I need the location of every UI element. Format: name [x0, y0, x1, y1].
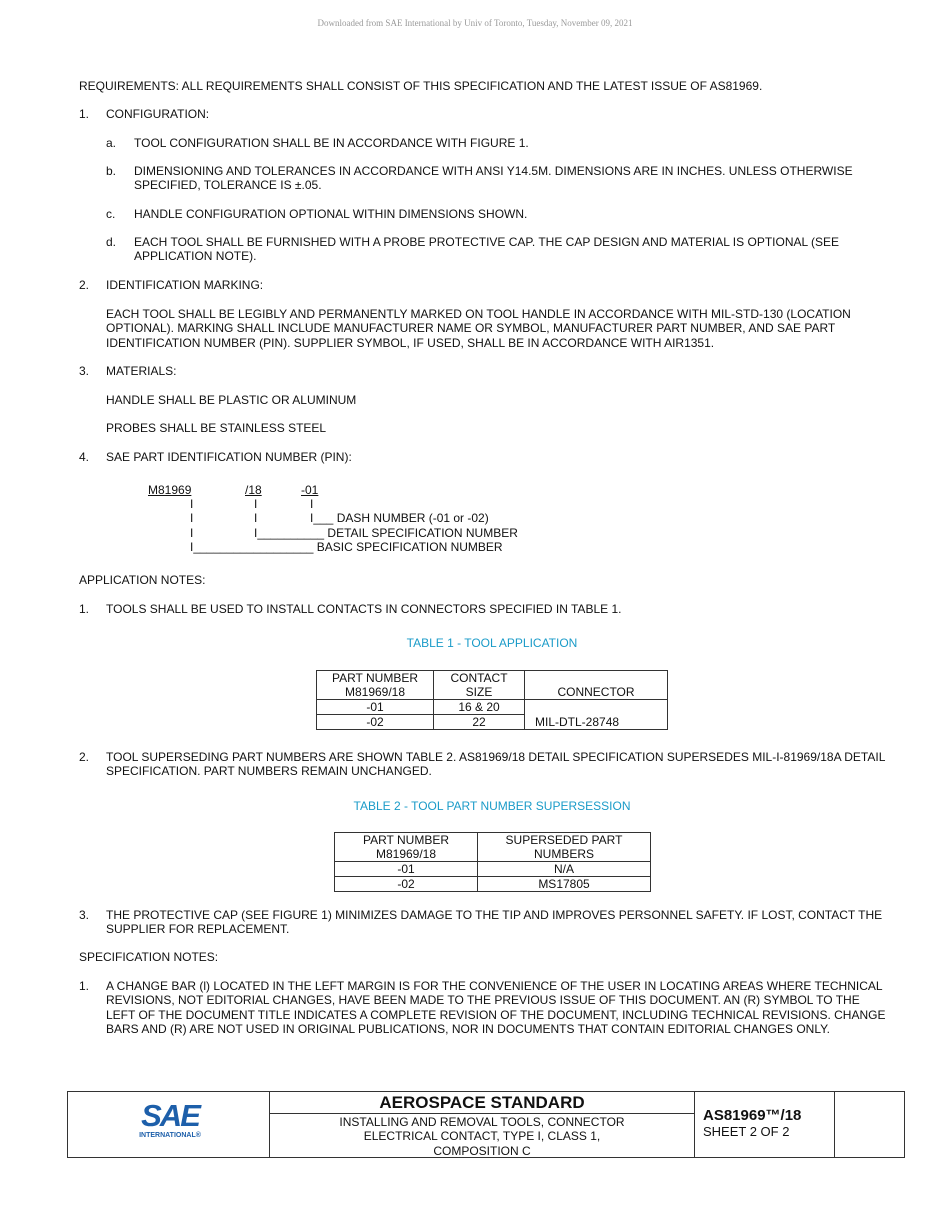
- cell-part: -02: [335, 877, 478, 892]
- header-part-number: PART NUMBER: [362, 833, 449, 847]
- config-item-a: TOOL CONFIGURATION SHALL BE IN ACCORDANCE WITH FIGURE 1.: [134, 136, 529, 150]
- materials-probes: PROBES SHALL BE STAINLESS STEEL: [106, 421, 327, 435]
- section-title-materials: MATERIALS:: [106, 364, 177, 378]
- table1-caption: TABLE 1 - TOOL APPLICATION: [406, 636, 578, 650]
- table-row: [335, 877, 651, 892]
- item-letter: b.: [106, 164, 117, 178]
- pin-bar: I: [310, 497, 314, 511]
- description-line: INSTALLING AND REMOVAL TOOLS, CONNECTOR: [339, 1115, 625, 1129]
- config-item-d: EACH TOOL SHALL BE FURNISHED WITH A PROBE PROTECTIVE CAP. THE CAP DESIGN AND MATERIAL IS OPTIONAL (SEE APPLICATION NOTE).: [134, 235, 840, 264]
- specification-notes-title: SPECIFICATION NOTES:: [79, 950, 219, 964]
- marking-text: EACH TOOL SHALL BE LEGIBLY AND PERMANENTLY MARKED ON TOOL HANDLE IN ACCORDANCE WITH MIL-STD-130 (LOCATION OPTIONAL). MARKING SHALL INCLUDE MANUFACTURER NAME OR SYMBOL, MANUFACTURER PART NUMBER, AND SAE PART IDENTIFICATION NUMBER (PIN). SUPPLIER SYMBOL, IF USED, SHALL BE IN ACCORDANCE WITH AIR1351.: [106, 307, 851, 350]
- note-number: 3.: [79, 908, 90, 922]
- config-item-b: DIMENSIONING AND TOLERANCES IN ACCORDANCE WITH ANSI Y14.5M. DIMENSIONS ARE IN INCHES. UNLESS OTHERWISE SPECIFIED, TOLERANCE IS ±.05.: [134, 164, 853, 193]
- description-line: ELECTRICAL CONTACT, TYPE I, CLASS 1,: [363, 1129, 601, 1144]
- download-notice: Downloaded from SAE International by Univ of Toronto, Tuesday, November 09, 2021: [317, 18, 633, 28]
- table-row: [335, 862, 651, 877]
- title-cell: [270, 1092, 695, 1157]
- table-header-cell: [478, 833, 651, 862]
- table-header-row: [317, 671, 668, 700]
- cell-part: -01: [317, 700, 434, 715]
- section-number: 3.: [79, 364, 90, 378]
- table2-caption: TABLE 2 - TOOL PART NUMBER SUPERSESSION: [353, 799, 631, 813]
- item-letter: d.: [106, 235, 117, 249]
- sae-logo: [137, 1100, 203, 1140]
- app-note-3: THE PROTECTIVE CAP (SEE FIGURE 1) MINIMIZES DAMAGE TO THE TIP AND IMPROVES PERSONNEL SAFETY. IF LOST, CONTACT THE SUPPLIER FOR REPLACEMENT.: [106, 908, 883, 937]
- app-note-1: TOOLS SHALL BE USED TO INSTALL CONTACTS IN CONNECTORS SPECIFIED IN TABLE 1.: [106, 602, 622, 616]
- header-contact: CONTACT: [450, 671, 508, 685]
- header-part-series: M81969/18: [375, 847, 437, 861]
- cell-superseded: N/A: [478, 862, 651, 877]
- cell-connector: MIL-DTL-28748: [525, 700, 668, 730]
- pin-bar: I: [254, 511, 258, 525]
- section-number: 2.: [79, 278, 90, 292]
- pin-bar: I: [254, 497, 258, 511]
- cell-part: -01: [335, 862, 478, 877]
- header-part-series: M81969/18: [344, 685, 406, 699]
- section-number: 4.: [79, 450, 90, 464]
- cell-size: 22: [434, 715, 525, 730]
- section-title-configuration: CONFIGURATION:: [106, 107, 210, 121]
- sae-logo-mark: SAE: [141, 1098, 199, 1133]
- note-number: 2.: [79, 750, 90, 764]
- cell-size: 16 & 20: [434, 700, 525, 715]
- table-header-cell: [434, 671, 525, 700]
- requirements-intro: REQUIREMENTS: ALL REQUIREMENTS SHALL CONSIST OF THIS SPECIFICATION AND THE LATEST ISSUE OF AS81969.: [79, 79, 763, 93]
- pin-bar: I: [190, 497, 194, 511]
- pin-basic-label: I__________________ BASIC SPECIFICATION NUMBER: [190, 540, 503, 554]
- application-notes-title: APPLICATION NOTES:: [79, 573, 206, 587]
- section-title-pin: SAE PART IDENTIFICATION NUMBER (PIN):: [106, 450, 352, 464]
- config-item-c: HANDLE CONFIGURATION OPTIONAL WITHIN DIMENSIONS SHOWN.: [134, 207, 528, 221]
- note-number: 1.: [79, 979, 90, 993]
- app-note-2: TOOL SUPERSEDING PART NUMBERS ARE SHOWN TABLE 2. AS81969/18 DETAIL SPECIFICATION SUPERSEDES MIL-I-81969/18A DETAIL SPECIFICATION. PART NUMBERS REMAIN UNCHANGED.: [106, 750, 885, 779]
- pin-dash-label: I___ DASH NUMBER (-01 or -02): [310, 511, 489, 525]
- table2-supersession: [334, 832, 651, 892]
- standard-title: AEROSPACE STANDARD: [270, 1092, 694, 1114]
- note-number: 1.: [79, 602, 90, 616]
- title-block: [67, 1091, 905, 1158]
- header-part-number: PART NUMBER: [331, 671, 418, 685]
- pin-part-dash: -01: [301, 483, 319, 497]
- description-line: COMPOSITION C: [433, 1143, 531, 1158]
- doc-number-cell: [695, 1092, 835, 1157]
- sheet-number: SHEET 2 OF 2: [703, 1124, 790, 1139]
- table-header-cell: [317, 671, 434, 700]
- item-letter: c.: [106, 207, 116, 221]
- table-header-row: [335, 833, 651, 862]
- item-letter: a.: [106, 136, 117, 150]
- pin-detail-label: I__________ DETAIL SPECIFICATION NUMBER: [254, 526, 518, 540]
- pin-part-detail: /18: [245, 483, 262, 497]
- table-header-connector: CONNECTOR: [525, 671, 668, 700]
- materials-handle: HANDLE SHALL BE PLASTIC OR ALUMINUM: [106, 393, 357, 407]
- pin-part-basic: M81969: [148, 483, 192, 497]
- pin-bar: I: [190, 526, 194, 540]
- section-number: 1.: [79, 107, 90, 121]
- table1-tool-application: [316, 670, 668, 730]
- header-numbers: NUMBERS: [533, 847, 594, 861]
- cell-superseded: MS17805: [478, 877, 651, 892]
- table-header-cell: [335, 833, 478, 862]
- logo-cell: [68, 1092, 270, 1157]
- pin-bar: I: [190, 511, 194, 525]
- standard-description: [270, 1114, 694, 1158]
- section-title-marking: IDENTIFICATION MARKING:: [106, 278, 264, 292]
- sae-logo-subtext: INTERNATIONAL®: [139, 1132, 201, 1139]
- header-size: SIZE: [465, 685, 493, 699]
- cell-part: -02: [317, 715, 434, 730]
- spec-note-1: A CHANGE BAR (l) LOCATED IN THE LEFT MARGIN IS FOR THE CONVENIENCE OF THE USER IN LOCATING AREAS WHERE TECHNICAL REVISIONS, NOT EDITORIAL CHANGES, HAVE BEEN MADE TO THE PREVIOUS ISSUE OF THIS DOCUMENT. AN (R) SYMBOL TO THE LEFT OF THE DOCUMENT TITLE INDICATES A COMPLETE REVISION OF THE DOCUMENT, INCLUDING TECHNICAL REVISIONS. CHANGE BARS AND (R) ARE NOT USED IN ORIGINAL PUBLICATIONS, NOR IN DOCUMENTS THAT CONTAIN EDITORIAL CHANGES ONLY.: [106, 979, 886, 1037]
- revision-cell: [835, 1092, 904, 1157]
- header-superseded: SUPERSEDED PART: [505, 833, 623, 847]
- document-number: AS81969™/18: [703, 1107, 802, 1124]
- table-row: [317, 700, 668, 715]
